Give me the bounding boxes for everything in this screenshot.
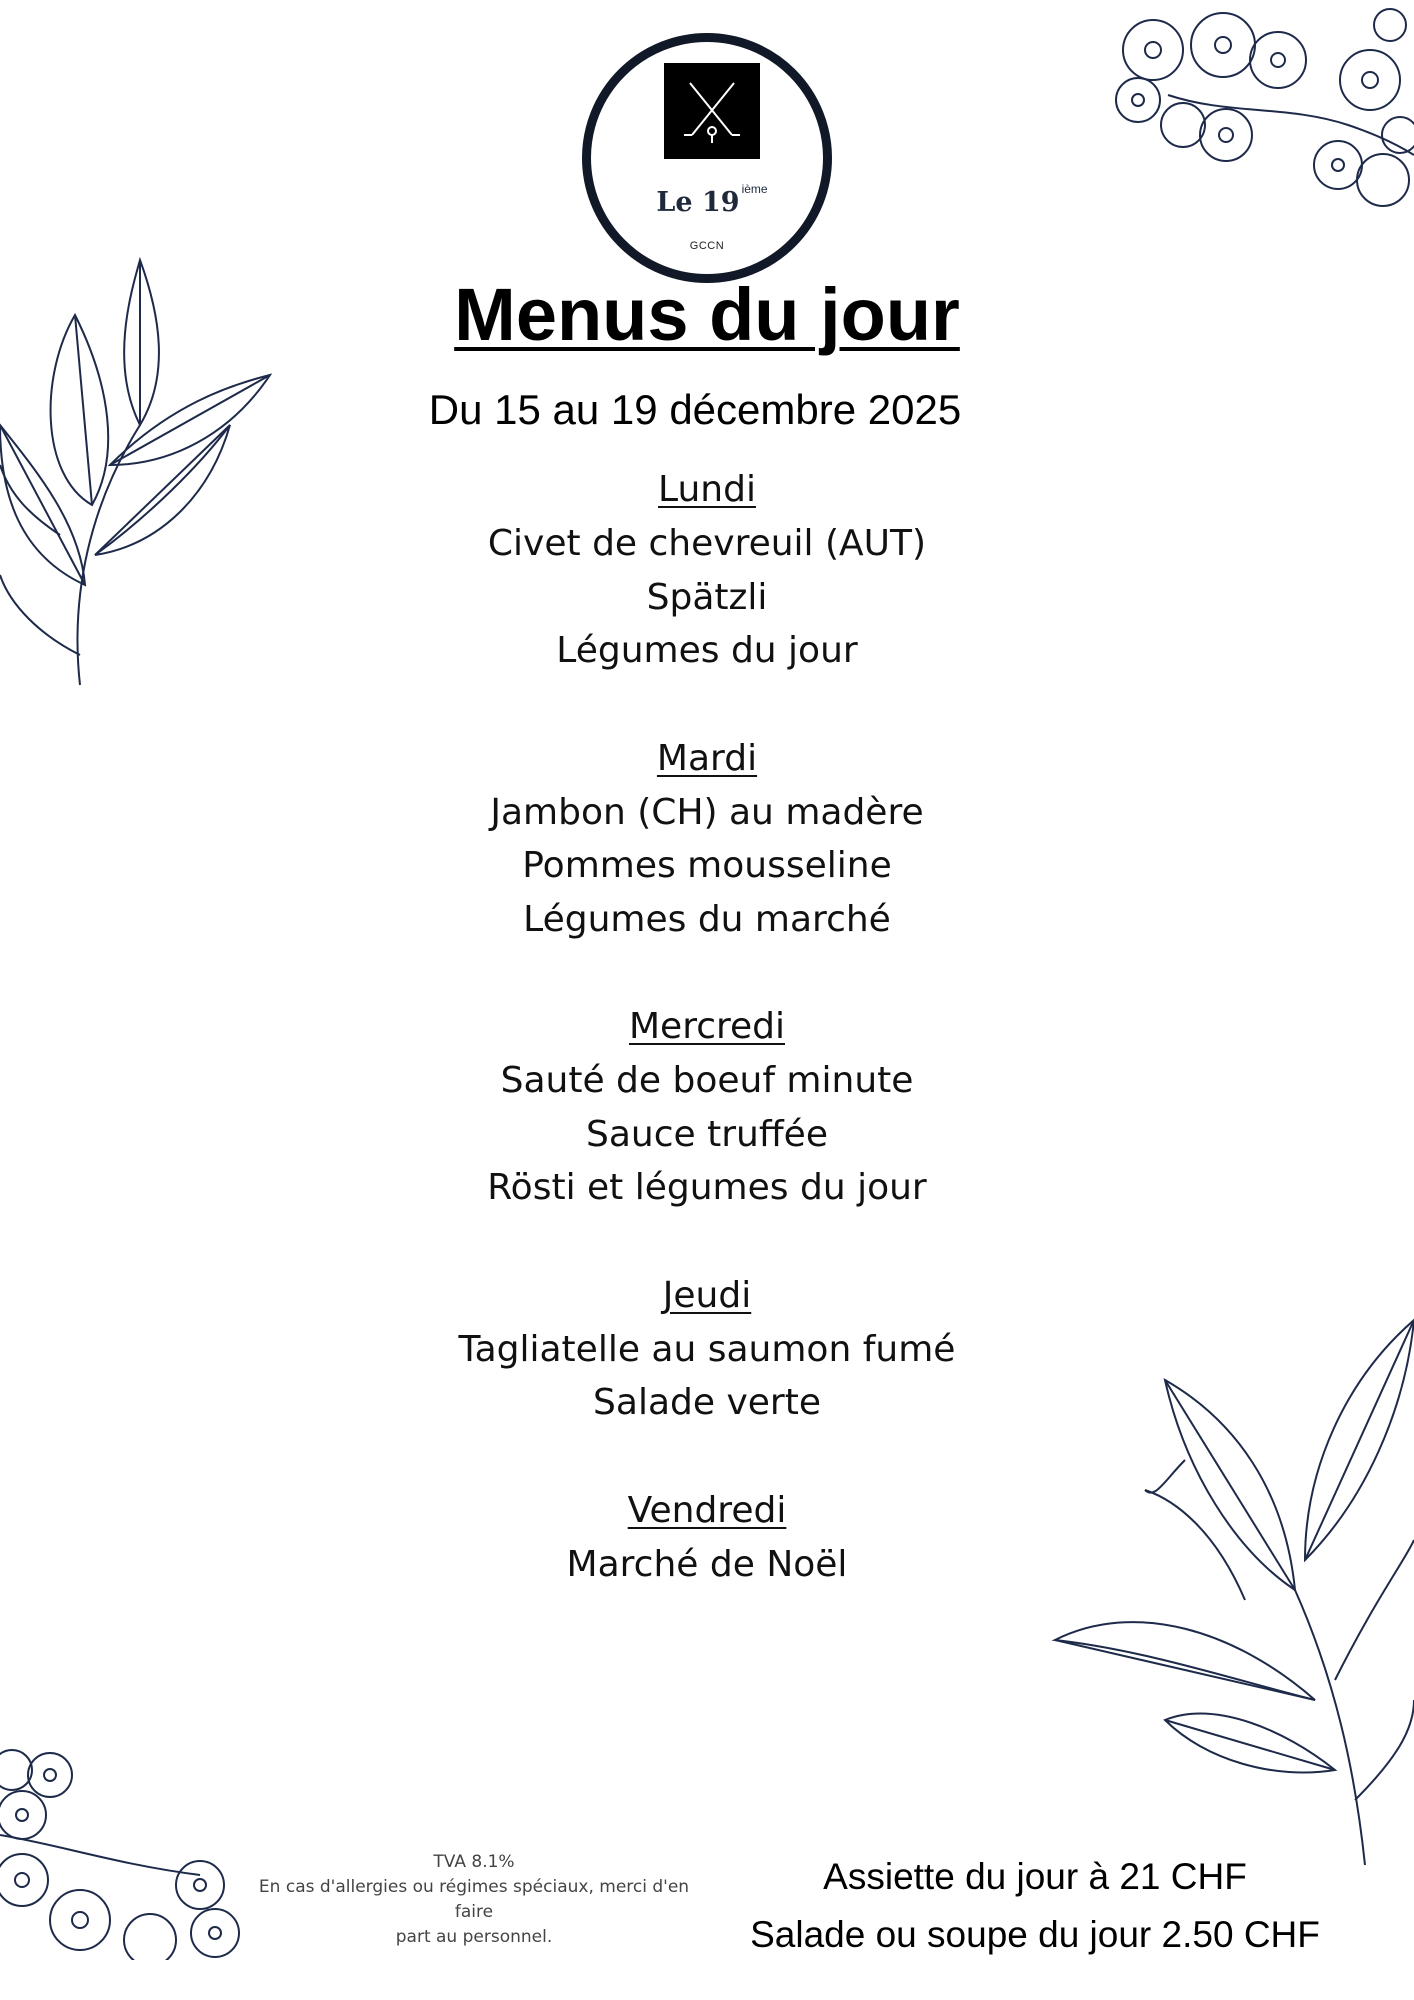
dish-item: Légumes du marché bbox=[523, 898, 891, 940]
allergy-note-line: En cas d'allergies ou régimes spéciaux, merci d'en faire bbox=[258, 1877, 690, 1922]
dish-item: Salade verte bbox=[593, 1382, 821, 1423]
dish-item: Sauce truffée bbox=[586, 1113, 828, 1155]
dish-item: Rösti et légumes du jour bbox=[487, 1167, 927, 1208]
menu-day bbox=[0, 1269, 1414, 1430]
berries-illustration-top-right bbox=[1108, 5, 1414, 215]
dish-item: Légumes du jour bbox=[556, 630, 858, 671]
weekly-menu bbox=[0, 463, 1414, 1645]
menu-day bbox=[0, 732, 1414, 947]
day-label: Vendredi bbox=[627, 1489, 787, 1531]
plate-price: Assiette du jour à 21 CHF bbox=[823, 1856, 1247, 1897]
menu-day bbox=[0, 1484, 1414, 1592]
berries-illustration-bottom-left bbox=[0, 1745, 250, 1960]
menu-day bbox=[0, 1000, 1414, 1215]
day-label: Mercredi bbox=[628, 1006, 786, 1047]
footnote bbox=[240, 1850, 708, 1950]
day-label: Lundi bbox=[658, 469, 756, 510]
dish-item: Pommes mousseline bbox=[522, 845, 892, 886]
side-price: Salade ou soupe du jour 2.50 CHF bbox=[750, 1914, 1320, 1955]
menu-period: Du 15 au 19 décembre 2025 bbox=[428, 386, 962, 433]
day-label: Mardi bbox=[656, 737, 758, 779]
logo-club-name: GCCN bbox=[689, 240, 725, 252]
vat-note: TVA 8.1% bbox=[433, 1852, 515, 1872]
allergy-note-line: part au personnel. bbox=[395, 1927, 553, 1947]
menu-day bbox=[0, 463, 1414, 678]
logo-name: Le 19 $^{ième}$ bbox=[656, 182, 768, 218]
dish-item: Marché de Noël bbox=[566, 1543, 848, 1585]
day-label: Jeudi bbox=[662, 1274, 752, 1316]
dish-item: Civet de chevreuil (AUT) bbox=[487, 523, 927, 564]
page-title: Menus du jour bbox=[454, 273, 960, 356]
dish-item: Tagliatelle au saumon fumé bbox=[458, 1328, 956, 1370]
dish-item: Jambon (CH) au madère bbox=[490, 791, 924, 833]
dish-item: Sauté de boeuf minute bbox=[500, 1060, 914, 1101]
golf-clubs-icon bbox=[664, 63, 760, 159]
dish-item: Spätzli bbox=[646, 576, 768, 618]
price-info bbox=[735, 1848, 1335, 1964]
restaurant-logo bbox=[582, 33, 832, 283]
